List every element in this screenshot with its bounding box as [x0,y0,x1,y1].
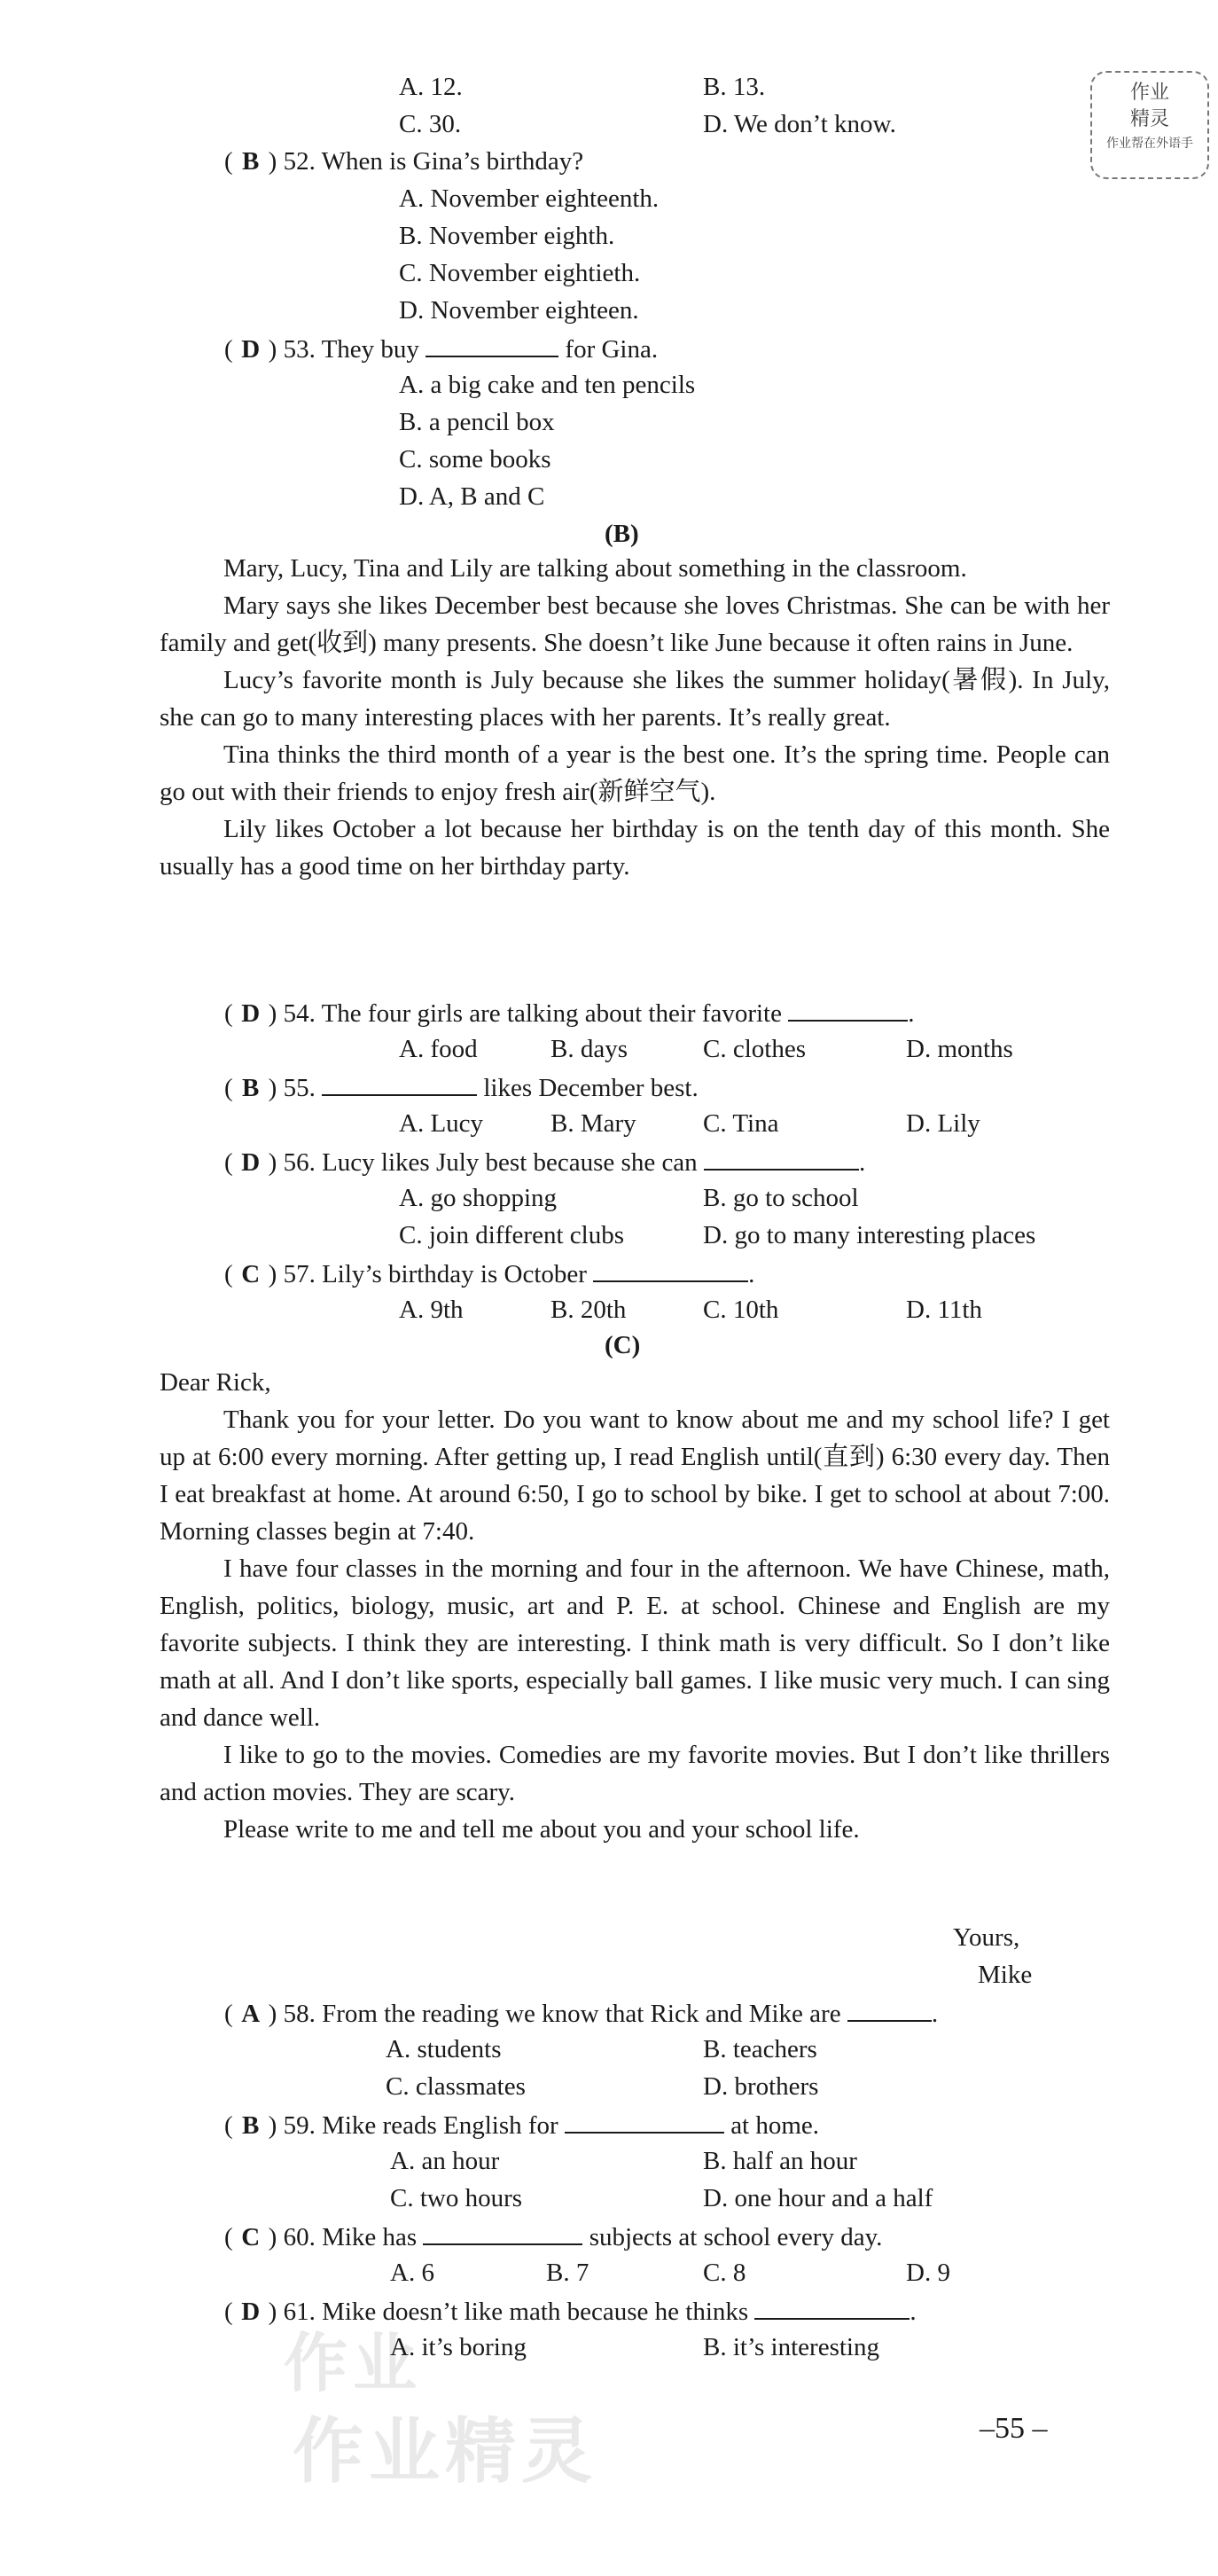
q57-blank [593,1254,748,1282]
q55-option-a[interactable]: A. Lucy [399,1109,484,1138]
q52-question: 52. When is Gina’s birthday? [283,147,584,176]
q53-option-d[interactable]: D. A, B and C [399,482,545,511]
q54-option-c[interactable]: C. clothes [703,1035,806,1063]
q55-blank [322,1068,477,1096]
q53-option-b[interactable]: B. a pencil box [399,408,555,436]
q58-stem: ( A ) 58. From the reading we know that Rick and Mike are . [224,1993,938,2032]
q57-question: 57. Lily’s birthday is October [283,1260,587,1288]
q53-option-a[interactable]: A. a big cake and ten pencils [399,371,696,399]
q59-blank [565,2105,724,2134]
logo-line-2: 精灵 [1129,108,1169,130]
section-b-paragraph-3: Lucy’s favorite month is July because she likes the summer holiday(暑假). In July, she can go to many interesting places with her parents. It’s really great. [160,666,1110,732]
q58-blank [847,1993,932,2022]
q56-answer: D [241,1148,261,1177]
section-b-paragraph-2: Mary says she likes December best because she loves Christmas. She can be with her family and get(收到) many presents. She doesn’t like June because it often rains in June. [160,591,1110,657]
q53-answer: D [241,335,261,364]
q55-question-post: likes December best. [483,1074,699,1102]
q58-question: 58. From the reading we know that Rick and Mike are [283,2000,841,2028]
q54-option-b[interactable]: B. days [550,1035,628,1063]
q61-question: 61. Mike doesn’t like math because he thinks [283,2298,749,2326]
q52-answer: B [242,147,260,176]
q59-question-post: at home. [730,2111,820,2140]
q57-option-c[interactable]: C. 10th [703,1296,779,1324]
section-c-title: (C) [605,1331,641,1359]
q53-stem: ( D ) 53. They buy for Gina. [224,329,658,368]
q55-option-c[interactable]: C. Tina [703,1109,779,1138]
q55-option-d[interactable]: D. Lily [906,1109,980,1138]
q55-number: 55. [283,1074,316,1102]
q60-question-pre: 60. Mike has [283,2223,418,2251]
q61-blank [754,2291,910,2320]
q60-answer: C [241,2223,261,2251]
section-c-paragraph-3: I like to go to the movies. Comedies are my favorite movies. But I don’t like thrillers and action movies. They are scary. [160,1741,1110,1806]
q52-option-d[interactable]: D. November eighteen. [399,296,639,325]
q51-option-b[interactable]: B. 13. [703,73,766,101]
q58-option-b[interactable]: B. teachers [703,2035,817,2063]
q59-option-c[interactable]: C. two hours [390,2184,523,2212]
q54-option-d[interactable]: D. months [906,1035,1013,1063]
page-number: –55 – [980,2412,1048,2445]
q55-answer: B [242,1074,260,1102]
q61-answer: D [241,2298,261,2326]
q52-option-c[interactable]: C. November eightieth. [399,259,641,287]
q53-question-pre: 53. They buy [283,335,419,364]
q52-stem: ( B ) 52. When is Gina’s birthday? [224,143,583,180]
q54-question: 54. The four girls are talking about their favorite [283,999,782,1028]
q61-option-b[interactable]: B. it’s interesting [703,2333,879,2361]
section-b-paragraph-4: Tina thinks the third month of a year is the best one. It’s the spring time. People can go out with their friends to enjoy fresh air(新鲜空气). [160,740,1110,806]
logo-stamp [1090,71,1209,179]
q53-blank [426,329,558,357]
section-c-paragraph-4: Please write to me and tell me about you and your school life. [223,1815,860,1844]
logo-line-3: 作业帮在外语手 [1106,137,1193,151]
q56-option-c[interactable]: C. join different clubs [399,1221,624,1249]
q60-option-b[interactable]: B. 7 [546,2259,589,2287]
watermark-text-2: 作业精灵 [293,2410,597,2493]
q59-option-a[interactable]: A. an hour [390,2147,500,2175]
q51-option-a[interactable]: A. 12. [399,73,463,101]
q54-blank [788,993,908,1022]
q58-option-d[interactable]: D. brothers [703,2072,819,2101]
q51-option-c[interactable]: C. 30. [399,110,462,138]
q59-question-pre: 59. Mike reads English for [283,2111,558,2140]
logo-line-1: 作业 [1129,82,1169,104]
section-b-paragraph-1: Mary, Lucy, Tina and Lily are talking about something in the classroom. [223,554,967,583]
q56-option-b[interactable]: B. go to school [703,1184,859,1212]
q58-option-c[interactable]: C. classmates [386,2072,526,2101]
q51-option-d[interactable]: D. We don’t know. [703,110,896,138]
q59-option-b[interactable]: B. half an hour [703,2147,857,2175]
q55-stem: ( B ) 55. likes December best. [224,1068,699,1107]
q56-blank [704,1142,859,1171]
watermark-text-1: 作业 [284,2326,423,2400]
q54-option-a[interactable]: A. food [399,1035,478,1063]
section-b-passage [160,550,1110,885]
q57-option-b[interactable]: B. 20th [550,1296,627,1324]
q60-stem: ( C ) 60. Mike has subjects at school every day. [224,2217,882,2256]
q60-option-c[interactable]: C. 8 [703,2259,746,2287]
letter-signature: Mike [978,1961,1033,1989]
q54-stem: ( D ) 54. The four girls are talking about their favorite . [224,993,914,1032]
section-b-title: (B) [605,520,639,548]
q57-option-d[interactable]: D. 11th [906,1296,982,1324]
q55-option-b[interactable]: B. Mary [550,1109,636,1138]
q59-stem: ( B ) 59. Mike reads English for at home. [224,2105,819,2144]
q52-option-b[interactable]: B. November eighth. [399,222,615,250]
q53-question-post: for Gina. [565,335,659,364]
q58-option-a[interactable]: A. students [386,2035,502,2063]
q56-option-a[interactable]: A. go shopping [399,1184,558,1212]
q56-option-d[interactable]: D. go to many interesting places [703,1221,1036,1249]
q54-answer: D [241,999,261,1028]
q56-question: 56. Lucy likes July best because she can [283,1148,698,1177]
q59-option-d[interactable]: D. one hour and a half [703,2184,933,2212]
letter-closing: Yours, [953,1923,1020,1952]
q56-stem: ( D ) 56. Lucy likes July best because she can . [224,1142,865,1181]
q61-stem: ( D ) 61. Mike doesn’t like math because he thinks . [224,2291,917,2330]
q53-option-c[interactable]: C. some books [399,445,551,474]
q61-option-a[interactable]: A. it’s boring [390,2333,527,2361]
q52-option-a[interactable]: A. November eighteenth. [399,184,660,213]
q57-option-a[interactable]: A. 9th [399,1296,464,1324]
section-c-passage [160,1401,1110,1848]
section-b-paragraph-5: Lily likes October a lot because her birthday is on the tenth day of this month. She usually has a good time on her birthday party. [160,815,1110,881]
q57-answer: C [241,1260,261,1288]
q58-answer: A [241,2000,261,2028]
q60-option-d[interactable]: D. 9 [906,2259,950,2287]
section-c-paragraph-2: I have four classes in the morning and four in the afternoon. We have Chinese, math, English, politics, biology, music, art and P. E. at school. Chinese and English are my favorite subjects. I think they are interesting. I think math is very difficult. So I don’t like math at all. And I don’t like sports, especially ball games. I like music very much. I can sing and dance well. [160,1554,1110,1732]
q60-question-post: subjects at school every day. [589,2223,883,2251]
q60-blank [423,2217,582,2245]
letter-salutation: Dear Rick, [160,1368,271,1397]
q57-stem: ( C ) 57. Lily’s birthday is October . [224,1254,754,1293]
q60-option-a[interactable]: A. 6 [390,2259,434,2287]
section-c-paragraph-1: Thank you for your letter. Do you want to know about me and my school life? I get up at 6:00 every morning. After getting up, I read English until(直到) 6:30 every day. Then I eat breakfast at home. At around 6:50, I go to school by bike. I get to school at about 7:00. Morning classes begin at 7:40. [160,1405,1110,1546]
q59-answer: B [242,2111,260,2140]
